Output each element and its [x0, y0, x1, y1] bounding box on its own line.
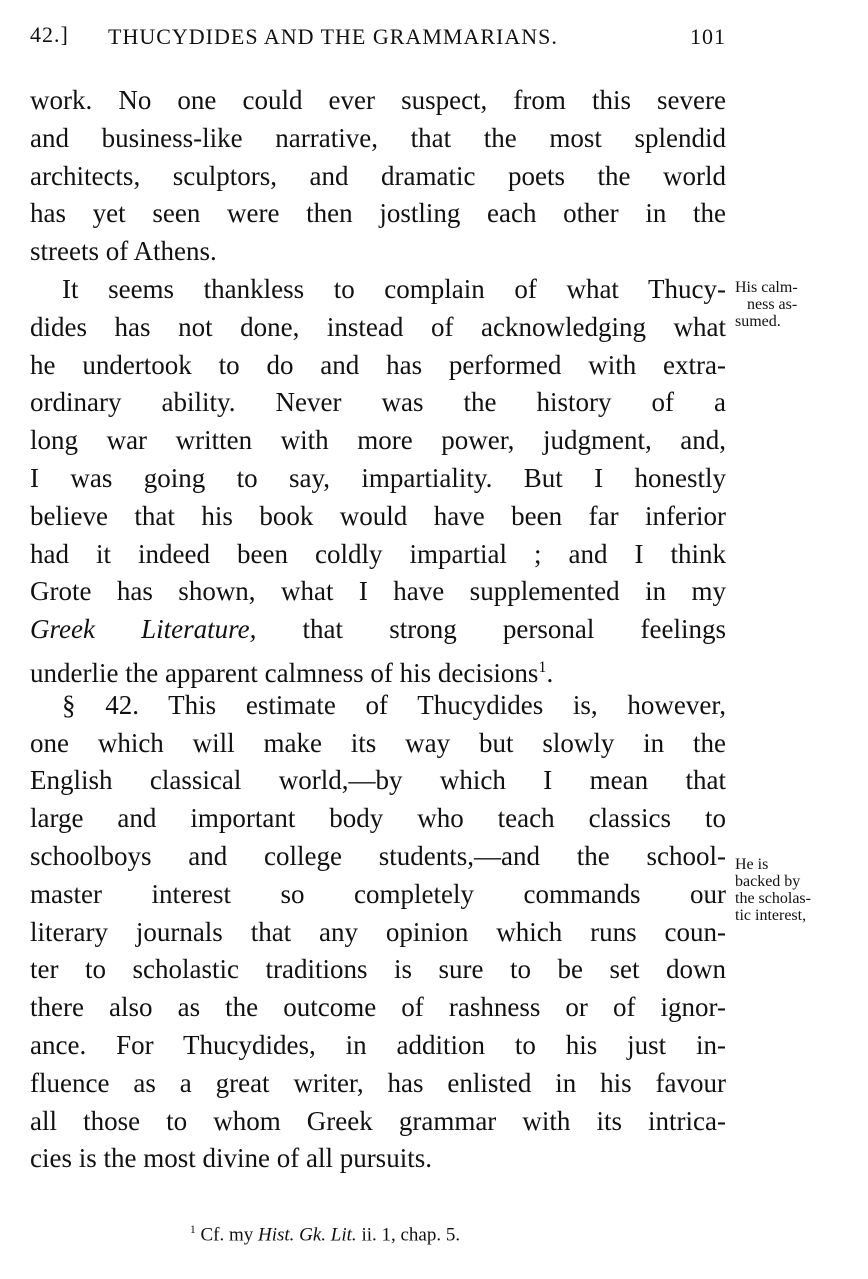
running-header: [30, 22, 726, 58]
text-line: [30, 611, 726, 649]
text-line: there also as the outcome of rashness or of ignor-: [30, 992, 726, 1023]
text-line: ordinary ability. Never was the history of a: [30, 387, 726, 418]
footnote-reference: 1: [538, 657, 547, 676]
footnote-title-italic: Hist. Gk. Lit.: [257, 1224, 357, 1246]
text-fragment: underlie the apparent calmness of his decisions: [30, 657, 539, 688]
text-line: [30, 649, 726, 687]
text-line: believe that his book would have been far inferior: [30, 500, 726, 531]
text-line: ance. For Thucydides, in addition to his just in-: [30, 1029, 726, 1060]
sidenote-line: His calm-: [735, 279, 798, 296]
text-line: master interest so completely commands our: [30, 878, 726, 909]
sidenote-line: ness as-: [747, 296, 798, 313]
text-line: It seems thankless to complain of what Thucy-: [62, 273, 726, 304]
text-line: § 42. This estimate of Thucydides is, however,: [62, 689, 726, 720]
body-text: [30, 82, 726, 1178]
text-line: he undertook to do and has performed with extra-: [30, 349, 726, 380]
sidenote-line: backed by: [735, 873, 801, 890]
text-line: cies is the most divine of all pursuits.: [30, 1143, 432, 1174]
text-line: literary journals that any opinion which runs coun-: [30, 916, 726, 947]
footnote: [190, 1224, 460, 1246]
text-line: one which will make its way but slowly in the: [30, 727, 726, 758]
text-line: English classical world,—by which I mean that: [30, 765, 726, 796]
running-title: THUCYDIDES AND THE GRAMMARIANS.: [108, 24, 558, 49]
sidenote-scholastic: [735, 856, 811, 924]
text-fragment: .: [546, 657, 554, 688]
text-line: fluence as a great writer, has enlisted in his favour: [30, 1067, 726, 1098]
sidenote-line: tic interest,: [735, 907, 807, 924]
text-line: schoolboys and college students,—and the school-: [30, 840, 726, 871]
text-line: dides has not done, instead of acknowledging what: [30, 311, 726, 342]
text-line: streets of Athens.: [30, 236, 217, 267]
footnote-mark: 1: [190, 1224, 196, 1236]
section-marker: 42.]: [30, 22, 69, 47]
text-line: had it indeed been coldly impartial ; and I think: [30, 538, 726, 569]
text-line: I was going to say, impartiality. But I honestly: [30, 462, 726, 493]
text-line: all those to whom Greek grammar with its intrica-: [30, 1105, 726, 1136]
sidenote-line: He is: [735, 856, 769, 873]
text-fragment: that strong personal feelings: [256, 614, 726, 645]
text-line: and business-like narrative, that the most splendid: [30, 122, 726, 153]
footnote-text: ii. 1, chap. 5.: [356, 1224, 461, 1246]
page-number: 101: [690, 24, 726, 49]
text-line: large and important body who teach classics to: [30, 803, 726, 834]
sidenote-line: sumed.: [735, 313, 781, 330]
text-line: has yet seen were then jostling each other in the: [30, 198, 726, 229]
footnote-text: Cf. my: [195, 1224, 258, 1246]
text-line: long war written with more power, judgment, and,: [30, 425, 726, 456]
text-line: ter to scholastic traditions is sure to be set down: [30, 954, 726, 985]
text-line: architects, sculptors, and dramatic poets the world: [30, 160, 726, 191]
text-line: work. No one could ever suspect, from this severe: [30, 85, 726, 115]
book-title-italic: Greek Literature,: [30, 614, 257, 645]
sidenote-line: the scholas-: [735, 890, 811, 907]
text-line: Grote has shown, what I have supplemented in my: [30, 576, 726, 607]
sidenote-calmness: [735, 279, 798, 330]
